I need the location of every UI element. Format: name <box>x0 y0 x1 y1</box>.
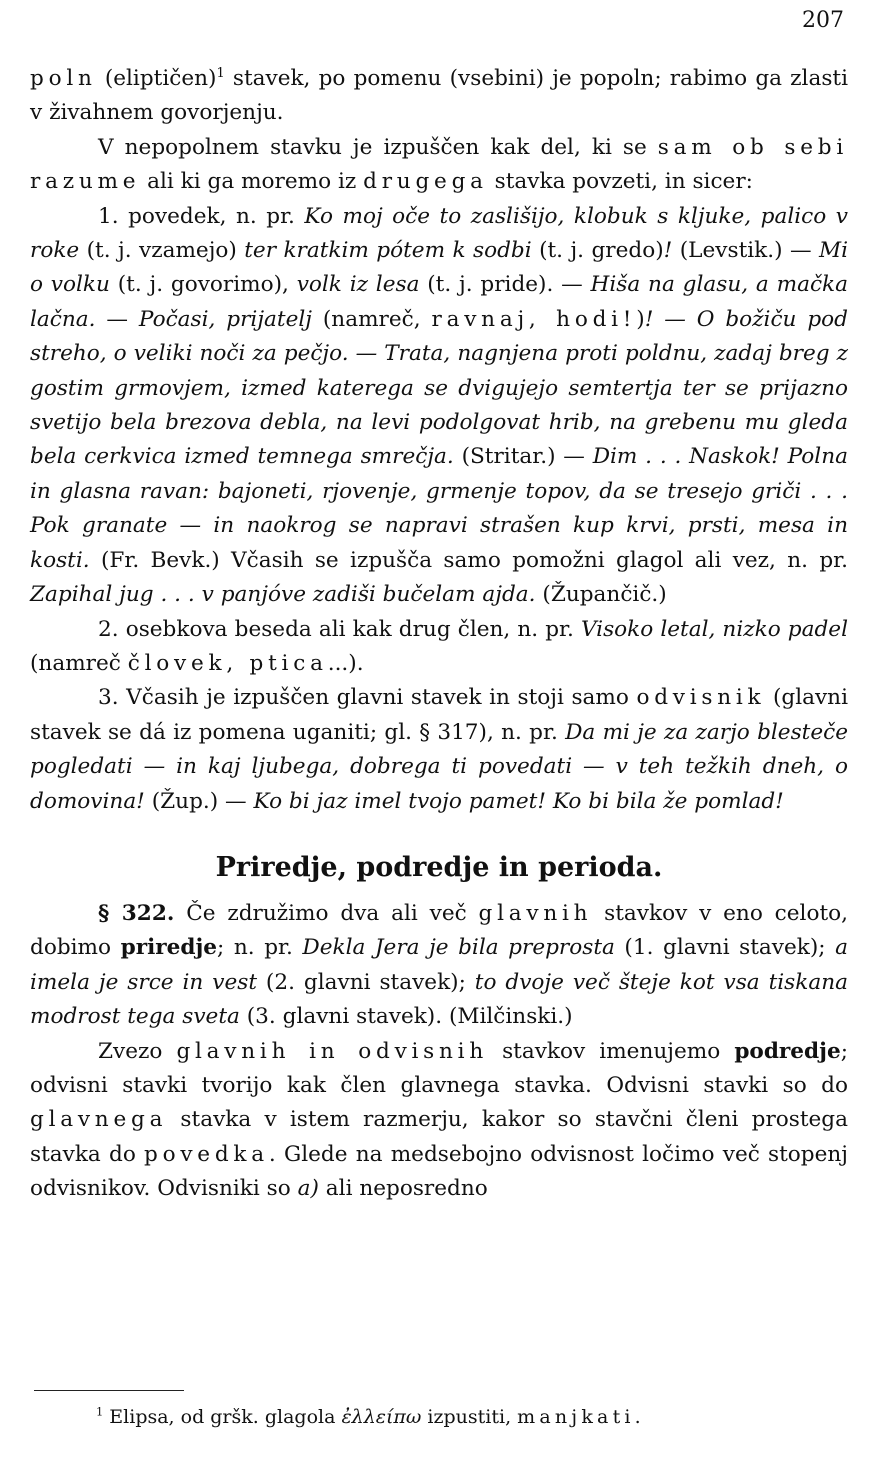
text-run: (Župančič.) <box>535 582 667 608</box>
spaced-word: odvisnik <box>636 685 766 711</box>
spaced-word: poln <box>30 66 97 91</box>
spaced-phrase: človek, ptica <box>127 650 328 676</box>
text-run: stavkov imenujemo <box>488 1038 735 1064</box>
example-italic: Počasi, prijatelj <box>138 306 312 332</box>
example-italic: a imela je srce in vest <box>30 935 848 995</box>
section-heading: Priredje, podredje in perioda. <box>215 851 663 883</box>
example-italic: Dekla Jera je bila preprosta <box>302 935 615 961</box>
text-run: (Žup.) — <box>144 788 254 814</box>
text-run: . <box>634 1406 641 1428</box>
example-italic: Ko moj oče to zaslišijo, klobuk s kljuke, palico v roke <box>30 203 848 264</box>
text-run: ...). <box>327 650 364 676</box>
example-italic: Ko bi jaz imel tvojo pamet! Ko bi bila že pomlad! <box>253 788 784 814</box>
example-italic: volk iz lesa <box>296 272 420 298</box>
greek-word: ἐλλείπω <box>341 1406 422 1428</box>
spaced-phrase: glavnih in odvisnih <box>176 1038 488 1064</box>
example-italic: ! <box>663 238 673 264</box>
paragraph-osebkova <box>30 613 848 682</box>
text-run: 1. povedek, n. pr. <box>98 203 305 229</box>
text-run: (2. glavni stavek); <box>257 969 475 995</box>
example-italic: Zapihal jug . . . v panjóve zadiši bučelam ajda. <box>30 582 536 608</box>
example-italic: ! — O božiču pod streho, o veliki noči za pečjo. — Trata, nagnjena proti poldnu, zadaj breg z gostim grmovjem, izmed katerega se dvigujejo semtertja ter se prijazno svetijo bela brezova debla, na levi podolgovat hrib, na grebenu mu gleda bela cerkvica izmed temnega smrečja. <box>30 306 848 470</box>
example-italic: Da mi je za zarjo blesteče pogledati — in kaj ljubega, dobrega ti povedati — v teh težkih dneh, o domovina! <box>30 719 848 814</box>
text-run: (t. j. pride). — <box>419 272 591 298</box>
example-italic: Dim . . . Naskok! Polna in glasna ravan: bajoneti, rjovenje, grmenje topov, da se tresejo griči . . . Pok granate — in naokrog se napravi strašen kup krvi, prsti, mesa in kosti. <box>30 444 848 573</box>
text-run: (namreč, <box>311 306 432 332</box>
text-run: (Levstik.) — <box>672 238 819 264</box>
text-run: (1. glavni stavek); <box>614 935 836 961</box>
text-run: (namreč <box>30 650 128 676</box>
footnote-number: 1 <box>96 1404 104 1419</box>
text-run: ; odvisni stavki tvorijo kak člen glavnega stavka. Odvisni stavki so do <box>30 1038 848 1098</box>
paragraph-odvisnik <box>30 681 848 819</box>
text-run: — <box>95 306 139 332</box>
example-italic: Hiša na glasu, a mačka lačna. <box>30 272 848 332</box>
text-run: ; n. pr. <box>217 935 303 961</box>
spaced-phrase: sam ob sebi razume <box>30 134 848 195</box>
footnote-rule <box>34 1390 184 1391</box>
section-number: § 322. <box>98 900 175 926</box>
text-run: (t. j. vzamejo) <box>79 238 245 264</box>
term-bold: podredje <box>734 1038 841 1064</box>
text-run: Če združimo dva ali več <box>174 900 479 926</box>
text-run: (Fr. Bevk.) Včasih se izpušča samo pomožni glagol ali vez, n. pr. <box>89 547 848 573</box>
spaced-phrase: ravnaj, hodi! <box>431 306 637 332</box>
text-run: Elipsa, od gršk. glagola <box>103 1406 342 1428</box>
spaced-word: glavnih <box>478 900 593 926</box>
text-run: V nepopolnem stavku je izpuščen kak del, ki se <box>98 134 658 160</box>
text-run: ) <box>636 306 645 332</box>
page-body <box>30 62 848 1207</box>
spaced-word: drugega <box>363 169 488 195</box>
example-italic: Mi o volku <box>30 238 848 298</box>
footnote <box>96 1404 641 1430</box>
text-run: 2. osebkova beseda ali kak drug člen, n. pr. <box>98 616 581 642</box>
example-italic: ter kratkim pótem k sodbi <box>244 238 532 264</box>
text-run: stavka v istem razmerju, kakor so stavčni členi prostega stavka do <box>30 1107 848 1167</box>
paragraph-322 <box>30 897 848 1035</box>
text-run: (glavni stavek se dá iz pomena uganiti; gl. § 317), n. pr. <box>30 685 848 745</box>
example-italic: to dvoje več šteje kot vsa tiskana modrost tega sveta <box>30 969 848 1030</box>
spaced-word: glavnega <box>30 1107 168 1133</box>
text-run: ali ki ga moremo iz <box>140 169 364 195</box>
text-run: (3. glavni stavek). (Milčinski.) <box>239 1004 573 1030</box>
text-run: izpustiti, <box>421 1406 518 1428</box>
text-run: (eliptičen) <box>96 66 217 91</box>
text-run: stavka povzeti, in sicer: <box>487 169 753 195</box>
term-bold: priredje <box>120 935 218 961</box>
footnote-marker: 1 <box>216 65 225 81</box>
example-italic: Visoko letal, nizko padel <box>580 616 848 642</box>
text-run: (t. j. gredo) <box>531 238 664 264</box>
paragraph-podredje <box>30 1035 848 1207</box>
text-run: Zvezo <box>98 1038 177 1064</box>
text-run: stavek, po pomenu (vsebini) je popoln; rabimo ga zlasti v živahnem govorjenju. <box>30 66 848 126</box>
spaced-word: povedka <box>144 1141 269 1167</box>
text-run: ali neposredno <box>318 1176 488 1202</box>
paragraph-nepopolni <box>30 131 848 200</box>
spaced-word: manjkati <box>517 1406 635 1428</box>
paragraph-poln <box>30 62 848 131</box>
text-run: stavkov v eno celoto, dobimo <box>30 900 848 961</box>
paragraph-povedek <box>30 200 848 613</box>
text-run: (t. j. govorimo), <box>109 272 297 298</box>
page-number: 207 <box>802 8 844 33</box>
text-run: . Glede na medsebojno odvisnost ločimo več stopenj odvisnikov. Odvisniki so <box>30 1141 848 1202</box>
text-run: 3. Včasih je izpuščen glavni stavek in stoji samo <box>98 685 637 711</box>
text-run: (Stritar.) — <box>453 444 593 470</box>
example-italic: a) <box>297 1176 319 1202</box>
